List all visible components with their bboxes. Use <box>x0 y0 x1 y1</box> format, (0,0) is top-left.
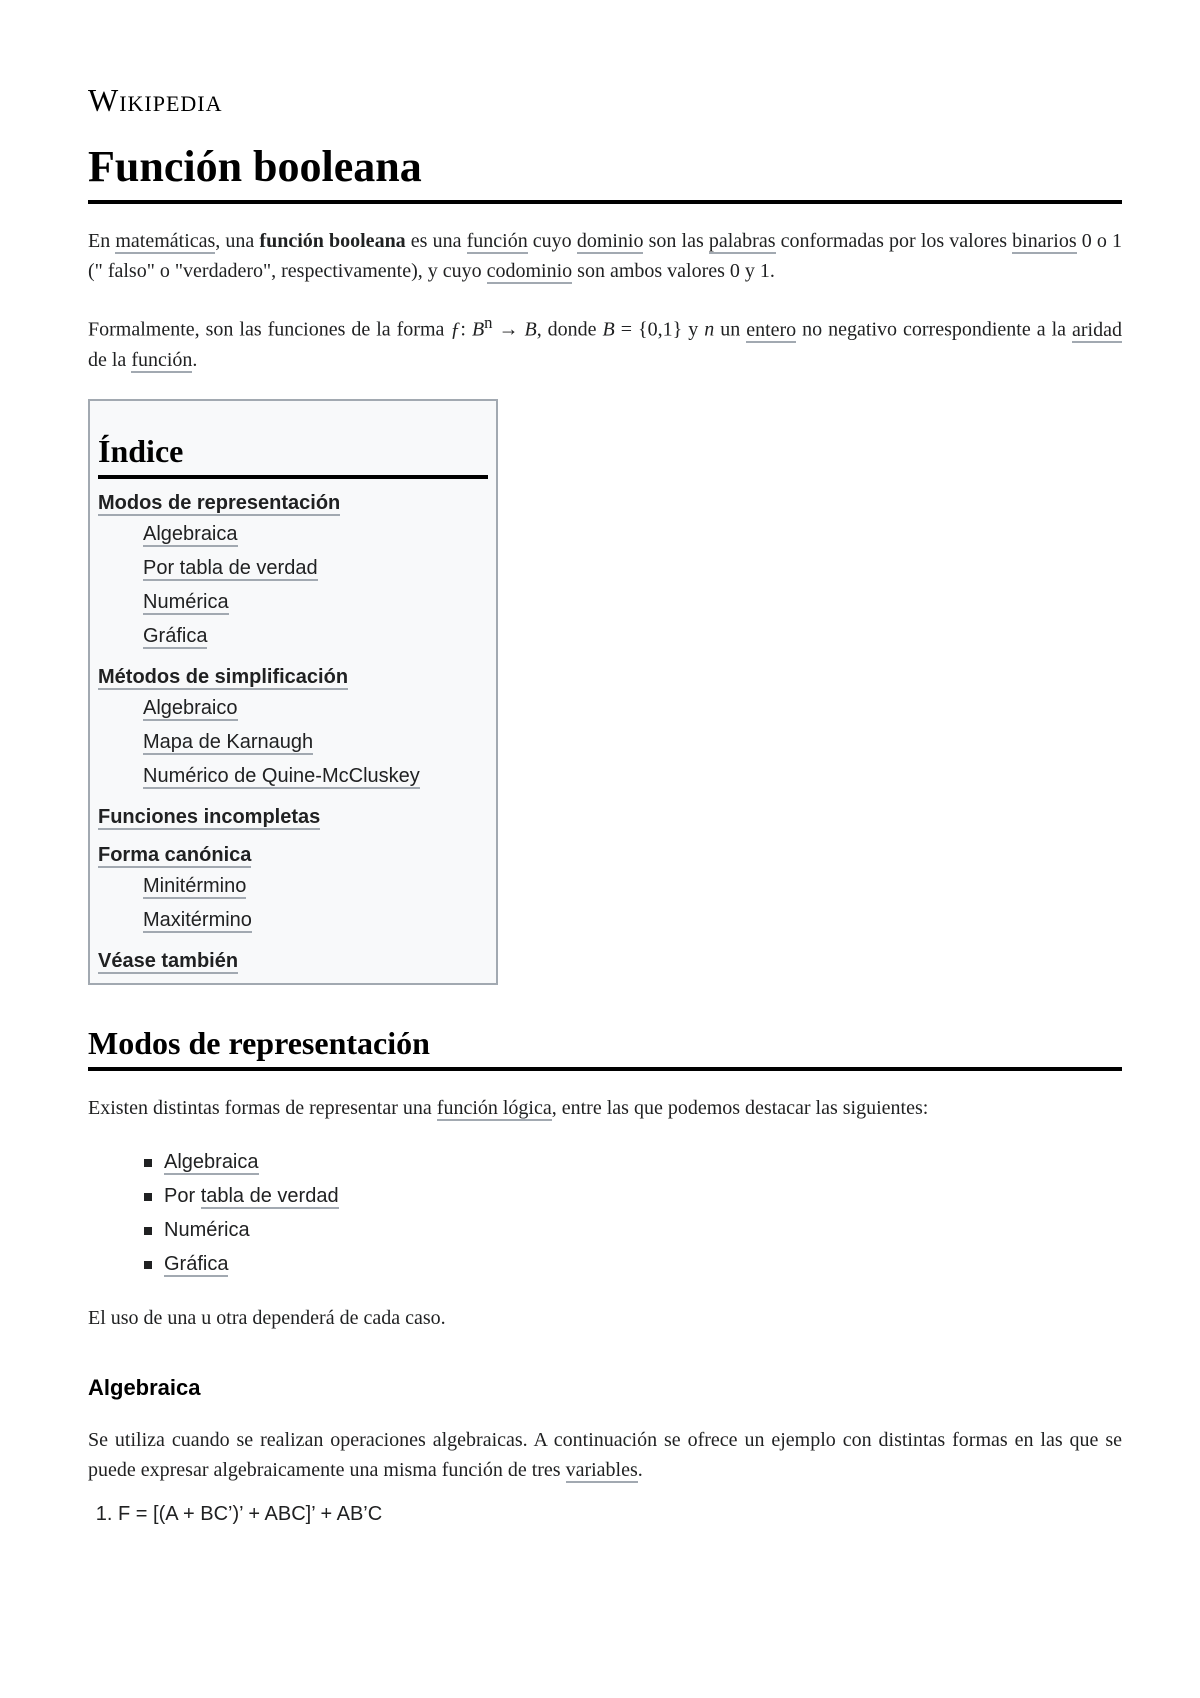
text-run: En <box>88 230 116 252</box>
toc-section-link[interactable]: Funciones incompletas <box>98 805 321 828</box>
square-bullet-icon <box>144 1159 152 1167</box>
wiki-link[interactable]: Algebraica <box>164 1150 259 1173</box>
text-run: conformadas por los valores <box>775 230 1013 252</box>
article-page <box>88 80 1122 1529</box>
text-run: Formalmente, son las funciones de la forma <box>88 318 451 341</box>
toc-title: Índice <box>98 431 488 479</box>
toc-section-link[interactable]: Modos de representación <box>98 491 341 514</box>
text-run: Numérica <box>164 1218 250 1241</box>
text-run: no negativo correspondiente a la <box>796 318 1073 341</box>
text-run: Por <box>164 1184 201 1207</box>
toc-subsection-item <box>143 517 488 551</box>
section-paragraph-2 <box>88 1303 1122 1333</box>
section-paragraph-1 <box>88 1093 1122 1123</box>
text-run: = {0,1} y <box>614 318 705 341</box>
wiki-link[interactable]: función lógica <box>436 1096 552 1119</box>
text-run: Existen distintas formas de representar una <box>88 1096 437 1119</box>
toc-subsection-link[interactable]: Numérica <box>143 590 229 613</box>
wiki-link[interactable]: dominio <box>576 230 644 252</box>
subsection-paragraph-1 <box>88 1425 1122 1485</box>
toc-section-link[interactable]: Forma canónica <box>98 843 252 866</box>
text-run: : <box>460 318 472 341</box>
wiki-link[interactable]: Gráfica <box>164 1252 229 1275</box>
intro-paragraph-2 <box>88 308 1122 375</box>
math-symbol: B <box>471 318 485 341</box>
square-bullet-icon <box>144 1193 152 1201</box>
text-run: → <box>492 318 525 341</box>
toc-subsection-item <box>143 585 488 619</box>
text-run: , donde <box>536 318 603 341</box>
bold-term: función booleana <box>259 230 406 252</box>
text-run: 0 o 1 (" falso" o "verdadero", respectivamente), y cuyo <box>88 230 1122 282</box>
toc-subsection-item <box>143 725 488 759</box>
text-run: un <box>714 318 747 341</box>
toc-subsection-link[interactable]: Maxitérmino <box>143 908 252 931</box>
toc-section-item <box>98 663 488 691</box>
toc-subsection-item <box>143 551 488 585</box>
table-of-contents <box>88 399 498 985</box>
square-bullet-icon <box>144 1227 152 1235</box>
page-title: Función booleana <box>88 140 1122 204</box>
text-run: es una <box>405 230 467 252</box>
toc-subsection-item <box>143 691 488 725</box>
wiki-link[interactable]: aridad <box>1072 318 1122 341</box>
intro-paragraph-1 <box>88 226 1122 286</box>
toc-section-link[interactable]: Véase también <box>98 949 239 972</box>
text-run: El uso de una u otra dependerá de cada caso. <box>88 1306 446 1329</box>
toc-subsection-link[interactable]: Mapa de Karnaugh <box>143 730 314 753</box>
wiki-link[interactable]: binarios <box>1012 230 1077 252</box>
toc-subsection-link[interactable]: Numérico de Quine-McCluskey <box>143 764 420 787</box>
toc-subsection-link[interactable]: Algebraica <box>143 522 238 545</box>
list-item <box>164 1179 1122 1213</box>
toc-section-link[interactable]: Métodos de simplificación <box>98 665 349 688</box>
toc-subsection-item <box>143 869 488 903</box>
section-heading-modos: Modos de representación <box>88 1023 1122 1071</box>
text-run: . <box>192 348 198 371</box>
wiki-link[interactable]: función <box>131 348 193 371</box>
math-superscript: n <box>484 313 493 332</box>
toc-section-item <box>98 947 488 975</box>
wiki-link[interactable]: entero <box>746 318 797 341</box>
wiki-link[interactable]: codominio <box>486 260 573 282</box>
toc-section-item <box>98 803 488 831</box>
text-run: cuyo <box>527 230 577 252</box>
toc-subsection-item <box>143 619 488 653</box>
toc-subsection-link[interactable]: Gráfica <box>143 624 208 647</box>
wiki-link[interactable]: matemáticas <box>115 230 216 252</box>
toc-subsection-link[interactable]: Minitérmino <box>143 874 247 897</box>
text-run: . <box>637 1458 643 1481</box>
math-symbol: n <box>704 318 715 341</box>
toc-body <box>98 489 488 975</box>
text-run: de la <box>88 348 132 371</box>
formula-list <box>88 1499 1122 1529</box>
list-item <box>164 1213 1122 1247</box>
wiki-link[interactable]: palabras <box>708 230 776 252</box>
representation-list <box>88 1145 1122 1281</box>
toc-section-item <box>98 841 488 869</box>
wiki-link[interactable]: función <box>466 230 528 252</box>
square-bullet-icon <box>144 1261 152 1269</box>
math-symbol: B <box>524 318 537 341</box>
list-item <box>164 1145 1122 1179</box>
math-symbol: B <box>602 318 615 341</box>
list-item <box>164 1247 1122 1281</box>
toc-subsection-link[interactable]: Por tabla de verdad <box>143 556 318 579</box>
toc-subsection-link[interactable]: Algebraico <box>143 696 238 719</box>
text-run: , una <box>215 230 260 252</box>
formula-item: 1. F = [(A + BC’)’ + ABC]’ + AB’C <box>118 1499 1122 1529</box>
wikipedia-logo[interactable] <box>88 80 1122 120</box>
text-run: son las <box>643 230 709 252</box>
wiki-link[interactable]: variables <box>565 1458 638 1481</box>
toc-section-item <box>98 489 488 517</box>
toc-subsection-item <box>143 903 488 937</box>
text-run: son ambos valores 0 y 1. <box>572 260 775 282</box>
text-run: , entre las que podemos destacar las siguientes: <box>551 1096 929 1119</box>
math-symbol: ƒ <box>450 318 461 341</box>
logo-text: Wikipedia <box>88 82 223 118</box>
subsection-heading-algebraica: Algebraica <box>88 1374 201 1400</box>
wiki-link[interactable]: tabla de verdad <box>200 1184 339 1207</box>
text-run: Se utiliza cuando se realizan operaciones algebraicas. A continuación se ofrece un ejemplo con distintas formas en las que se puede expresar algebraicamente una misma función de tres <box>88 1428 1122 1481</box>
toc-subsection-item <box>143 759 488 793</box>
